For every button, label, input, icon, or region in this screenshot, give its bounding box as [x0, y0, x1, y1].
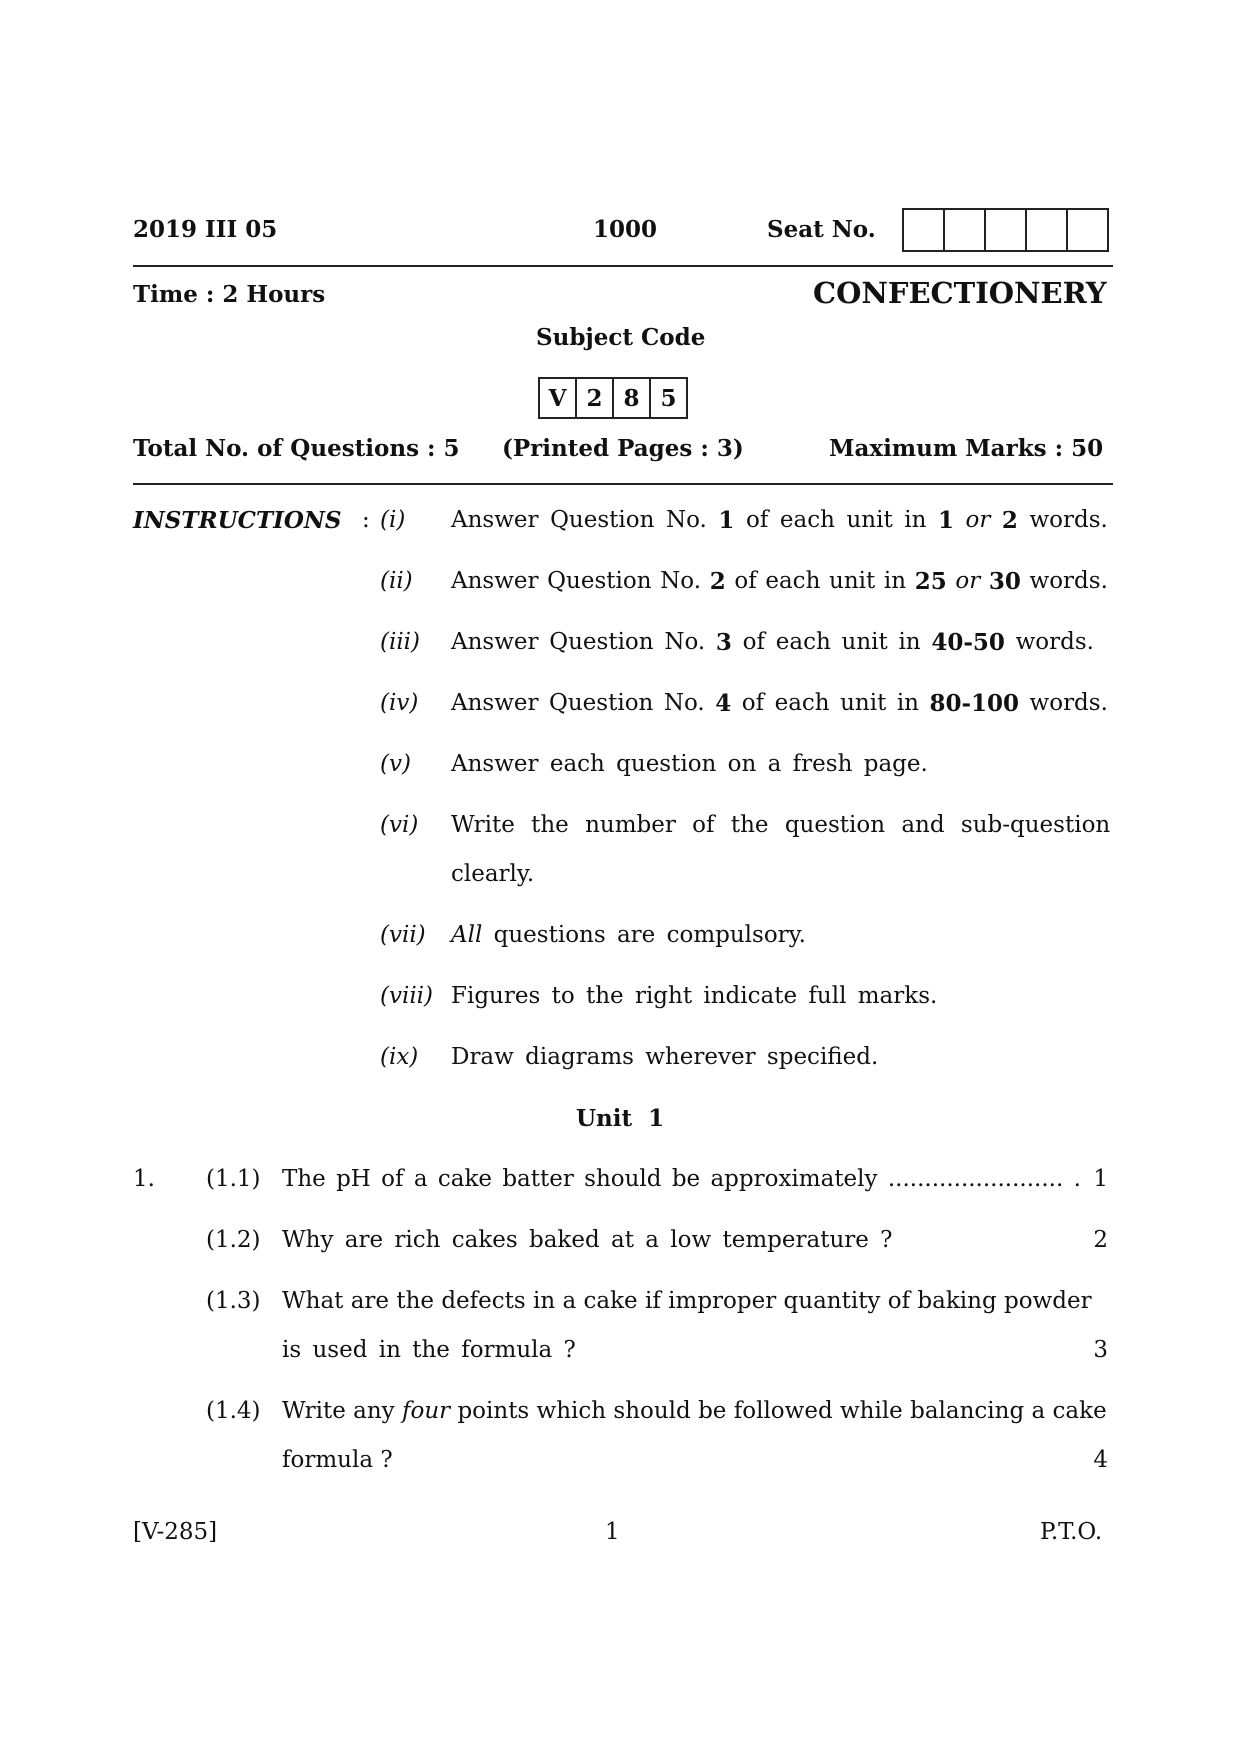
paper-code-footer: [V-285]	[133, 1519, 218, 1545]
instruction-word: words.	[1029, 507, 1108, 533]
subject-code-char: 8	[614, 379, 651, 417]
seat-no-label: Seat No.	[767, 216, 876, 243]
instruction-number: (iv)	[380, 690, 419, 716]
instruction-word: of	[741, 690, 765, 716]
question-marks: 1	[1093, 1166, 1108, 1192]
seat-digit-box[interactable]	[1068, 210, 1107, 250]
instruction-word: unit	[841, 629, 888, 655]
subject-code-label: Subject Code	[536, 324, 706, 351]
instruction-word: Question	[549, 629, 654, 655]
instructions-divider	[133, 483, 1113, 485]
question-marks: 3	[1093, 1337, 1108, 1363]
instruction-word: Answer	[451, 690, 539, 716]
instruction-word: unit	[840, 690, 887, 716]
instruction-number: (i)	[380, 507, 406, 533]
instruction-number: (ix)	[380, 1044, 419, 1070]
seat-digit-box[interactable]	[945, 210, 986, 250]
instruction-word: Answer	[451, 507, 539, 533]
instruction-number: (vi)	[380, 812, 419, 838]
seat-digit-box[interactable]	[986, 210, 1027, 250]
header-divider	[133, 265, 1113, 267]
instruction-word: each	[779, 507, 835, 533]
instruction-word: Question	[550, 507, 655, 533]
instruction-word: in	[898, 629, 921, 655]
question-number-ref: 1	[718, 507, 735, 534]
word-limit: 40-50	[931, 629, 1005, 656]
sub-question-number: (1.2)	[206, 1227, 261, 1253]
sub-question-text-continued: is used in the formula ?	[282, 1337, 576, 1363]
instruction-number: (vii)	[380, 922, 426, 948]
unit-title: Unit 1	[576, 1105, 665, 1132]
sub-question-text-continued: formula ?	[282, 1447, 393, 1473]
seat-digit-box[interactable]	[904, 210, 945, 250]
instructions-label: INSTRUCTIONS	[133, 507, 342, 534]
question-number: 1.	[133, 1166, 155, 1192]
instruction-word: of	[742, 629, 766, 655]
sub-question-text: What are the defects in a cake if improper quantity of baking powder	[282, 1288, 1092, 1314]
sub-question-number: (1.1)	[206, 1166, 261, 1192]
sub-question-text-start: Write any	[282, 1398, 395, 1424]
pto-label: P.T.O.	[1040, 1519, 1103, 1545]
word-limit: 2	[1001, 507, 1018, 534]
question-number-ref: 3	[715, 629, 732, 656]
instruction-word: each	[774, 690, 830, 716]
word-limit: 30	[988, 568, 1021, 595]
instruction-number: (viii)	[380, 983, 434, 1009]
word-limit: 25	[914, 568, 947, 595]
instruction-word: Answer	[451, 568, 539, 594]
subject-code-boxes	[538, 377, 688, 419]
instruction-word: in	[896, 690, 919, 716]
instruction-word: of	[734, 568, 757, 594]
instruction-word: words.	[1029, 568, 1108, 594]
word-limit: 1	[937, 507, 954, 534]
instruction-word: Question	[549, 690, 654, 716]
emphasis-word: four	[401, 1398, 451, 1424]
instruction-text	[451, 922, 806, 948]
instruction-word: words.	[1015, 629, 1094, 655]
instruction-word: No.	[660, 568, 702, 594]
subject-code-char: 2	[577, 379, 614, 417]
instruction-number: (ii)	[380, 568, 413, 594]
instruction-text: Draw diagrams wherever specified.	[451, 1044, 879, 1070]
question-marks: 2	[1093, 1227, 1108, 1253]
sub-question-number: (1.4)	[206, 1398, 261, 1424]
instruction-text: Answer each question on a fresh page.	[451, 751, 928, 777]
seat-number-boxes[interactable]	[902, 208, 1109, 252]
instruction-word: unit	[829, 568, 876, 594]
instruction-word: each	[775, 629, 831, 655]
sub-question-text	[282, 1398, 1108, 1424]
instruction-word: of	[745, 507, 769, 533]
sub-question-text: The pH of a cake batter should be approximately ........................ .	[282, 1166, 1081, 1192]
word-limit: 80-100	[929, 690, 1020, 717]
instruction-word: or	[965, 507, 991, 533]
sub-question-text-end: points which should be followed while balancing a cake	[457, 1398, 1107, 1424]
instruction-item	[451, 568, 1108, 595]
instruction-word: in	[904, 507, 927, 533]
instruction-text: Figures to the right indicate full marks.	[451, 983, 938, 1009]
instruction-item	[451, 690, 1108, 717]
instruction-text-rest: questions are compulsory.	[493, 922, 806, 948]
instruction-word: No.	[664, 629, 706, 655]
subject-title: CONFECTIONERY	[813, 276, 1107, 310]
instruction-word: or	[955, 568, 981, 594]
question-number-ref: 4	[715, 690, 732, 717]
seat-digit-box[interactable]	[1027, 210, 1068, 250]
subject-code-char: V	[540, 379, 577, 417]
subject-code-char: 5	[660, 384, 677, 412]
instruction-text-continued: clearly.	[451, 861, 535, 887]
instruction-word: unit	[846, 507, 893, 533]
candidate-count: 1000	[593, 216, 658, 243]
question-number-ref: 2	[709, 568, 726, 595]
instruction-word: in	[883, 568, 907, 594]
instruction-item	[451, 629, 1094, 656]
instruction-text: Write the number of the question and sub-question	[451, 812, 1111, 838]
total-questions: Total No. of Questions : 5	[133, 435, 460, 462]
time-allowed: Time : 2 Hours	[133, 281, 326, 308]
emphasis-word: All	[451, 922, 483, 948]
question-marks: 4	[1093, 1447, 1108, 1473]
instruction-word: No.	[663, 690, 705, 716]
printed-pages: (Printed Pages : 3)	[502, 435, 744, 462]
instruction-number: (iii)	[380, 629, 421, 655]
instruction-word: words.	[1029, 690, 1108, 716]
instruction-word: No.	[665, 507, 707, 533]
maximum-marks: Maximum Marks : 50	[829, 435, 1104, 462]
instruction-word: Question	[547, 568, 652, 594]
exam-code: 2019 III 05	[133, 216, 278, 243]
instruction-number: (v)	[380, 751, 411, 777]
page-number: 1	[605, 1519, 620, 1545]
sub-question-text: Why are rich cakes baked at a low temperature ?	[282, 1227, 893, 1253]
instruction-word: Answer	[451, 629, 539, 655]
sub-question-number: (1.3)	[206, 1288, 261, 1314]
instruction-item	[451, 507, 1108, 534]
instruction-word: each	[765, 568, 821, 594]
instructions-colon: :	[362, 507, 370, 533]
